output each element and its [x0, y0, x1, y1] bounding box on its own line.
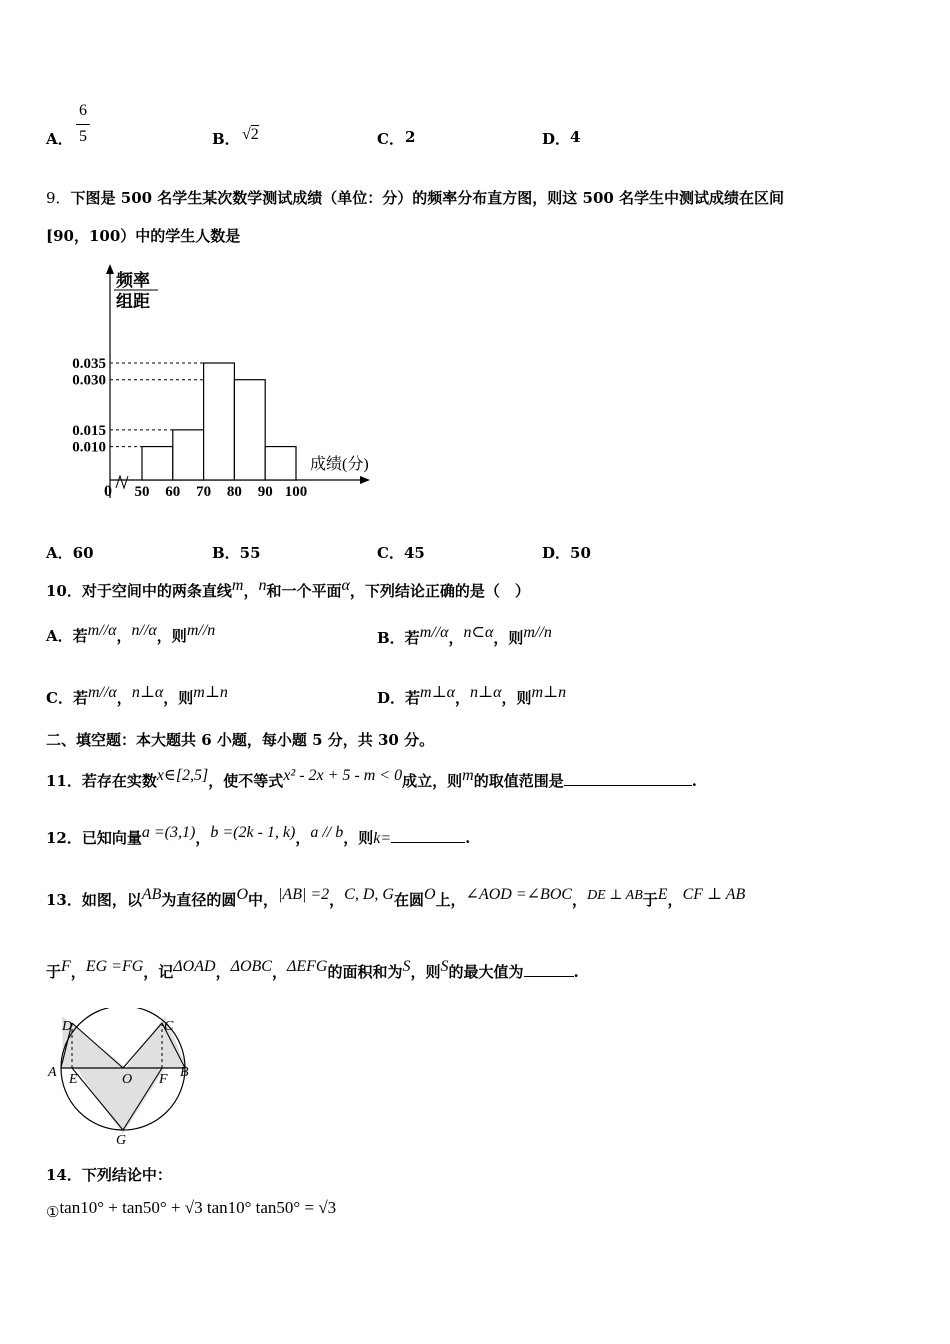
q9-option-d: D．50	[542, 544, 591, 562]
q10-option-d: D．若$^{m\perp\alpha}$，$^{n\perp\alpha}$，则$^{m\perp n}$	[377, 684, 567, 707]
q9-stem-line1	[46, 187, 784, 208]
q14-stem: 14．下列结论中：	[46, 1166, 172, 1184]
q11: 11．若存在实数$^{x\in[2,5]}$，使不等式$^{x^2 - 2x + 5 - m < 0}$成立，则$^m$的取值范围是 .	[46, 767, 697, 790]
label-c: C	[164, 1019, 174, 1034]
q8-option-b-value: √2	[242, 126, 259, 143]
q9-option-c: C．45	[377, 544, 425, 562]
q12-answer-blank[interactable]	[391, 828, 465, 843]
x-label: 成绩(分)	[310, 456, 369, 473]
origin-label: 0	[104, 483, 112, 500]
q9-option-a: A．60	[46, 544, 94, 562]
y-label-bottom: 组距	[116, 292, 150, 311]
q10-option-a: A．若$^{m//\alpha}$，$^{n//\alpha}$，则$^{m//n}$	[46, 622, 216, 645]
axis-break-icon	[116, 476, 128, 488]
q8-option-c-label: C．	[377, 130, 404, 148]
q10-stem: 10．对于空间中的两条直线$^m$，$^n$和一个平面$^\alpha$，下列结论正确的是（ ）	[46, 577, 530, 600]
q13-line2: 于$^F$，$^{EG =FG}$，记$^{\Delta OAD}$，$^{\Delta OBC}$，$^{\Delta EFG}$的面积和为$^S$，则$^S$的最大值为 .	[46, 958, 579, 981]
y-tick-label-1: 0.030	[72, 372, 106, 389]
histogram-bar	[204, 363, 235, 480]
x-tick-label-1: 60	[165, 484, 181, 500]
q13-answer-blank[interactable]	[524, 962, 574, 977]
y-tick-label-0: 0.035	[72, 356, 106, 372]
label-d: D	[62, 1019, 73, 1034]
frequency-histogram	[46, 260, 386, 510]
y-tick-label-3: 0.010	[72, 439, 106, 456]
section-2-heading: 二、填空题：本大题共 6 小题，每小题 5 分，共 30 分。	[46, 731, 435, 749]
triangle-efg-shading	[76, 1068, 165, 1134]
q13-circle-figure	[46, 1008, 216, 1148]
label-f: F	[159, 1072, 168, 1087]
x-axis-arrow-icon	[360, 476, 370, 484]
q12: 12．已知向量$^{a =(3,1)}$，$^{b =(2k - 1, k)}$，$^{a // b}$，则k= .	[46, 824, 471, 847]
fraction-bar	[76, 124, 90, 125]
q14-item-1: ①tan10° + tan50° + √3 tan10° tan50° = √3	[46, 1198, 337, 1221]
q9-option-b: B．55	[212, 544, 261, 562]
q8-option-d-label: D．	[542, 130, 571, 148]
q10-option-c: C．若$^{m//\alpha}$，$^{n\perp\alpha}$，则$^{m\perp n}$	[46, 684, 228, 707]
q9-text-1: 下图是 500 名学生某次数学测试成绩（单位：分）的频率分布直方图，则这 500 名学生中测试成绩在区间	[70, 189, 785, 207]
q11-answer-blank[interactable]	[564, 771, 692, 786]
histogram-bar	[234, 380, 265, 480]
x-tick-label-4: 90	[257, 484, 273, 500]
q9-number: 9．	[46, 189, 71, 207]
triangle-obc-shading	[126, 1016, 187, 1068]
label-o: O	[122, 1072, 133, 1087]
q8-option-a-label: A．	[46, 130, 73, 148]
q13-line1: 13．如图，以$^{AB}$为直径的圆$^O$中，$^{|AB| =2}$，$^{C, D, G}$在圆$^O$上，$^{\angle AOD =\angle BOC}$，$^{DE \perp AB}$于$^E$，$^{CF \perp AB}$	[46, 886, 746, 909]
q9-stem-line2: [90，100）中的学生人数是	[46, 227, 241, 245]
y-label-top: 频率	[116, 271, 150, 290]
q8-option-d-value: 4	[570, 128, 581, 146]
y-axis-arrow-icon	[106, 264, 114, 274]
histogram-bar	[265, 447, 296, 480]
y-tick-label-2: 0.015	[72, 422, 106, 439]
label-a: A	[48, 1065, 57, 1080]
histogram-bar	[173, 430, 204, 480]
sqrt-icon: √	[242, 126, 251, 143]
q8-option-c-value: 2	[405, 128, 416, 146]
label-g: G	[116, 1133, 127, 1148]
x-tick-label-0: 50	[134, 484, 150, 500]
histogram-bar	[142, 447, 173, 480]
x-tick-label-2: 70	[196, 484, 212, 500]
label-e: E	[69, 1072, 78, 1087]
q8-option-b-label: B．	[212, 130, 240, 148]
q8-option-a-denominator: 5	[79, 128, 87, 145]
q8-option-a-numerator: 6	[79, 102, 87, 119]
label-b: B	[180, 1065, 189, 1080]
x-tick-label-3: 80	[226, 484, 242, 500]
x-tick-label-5: 100	[284, 484, 308, 500]
q10-option-b: B．若$^{m//\alpha}$，$^{n\subset\alpha}$，则$^{m//n}$	[377, 624, 552, 647]
